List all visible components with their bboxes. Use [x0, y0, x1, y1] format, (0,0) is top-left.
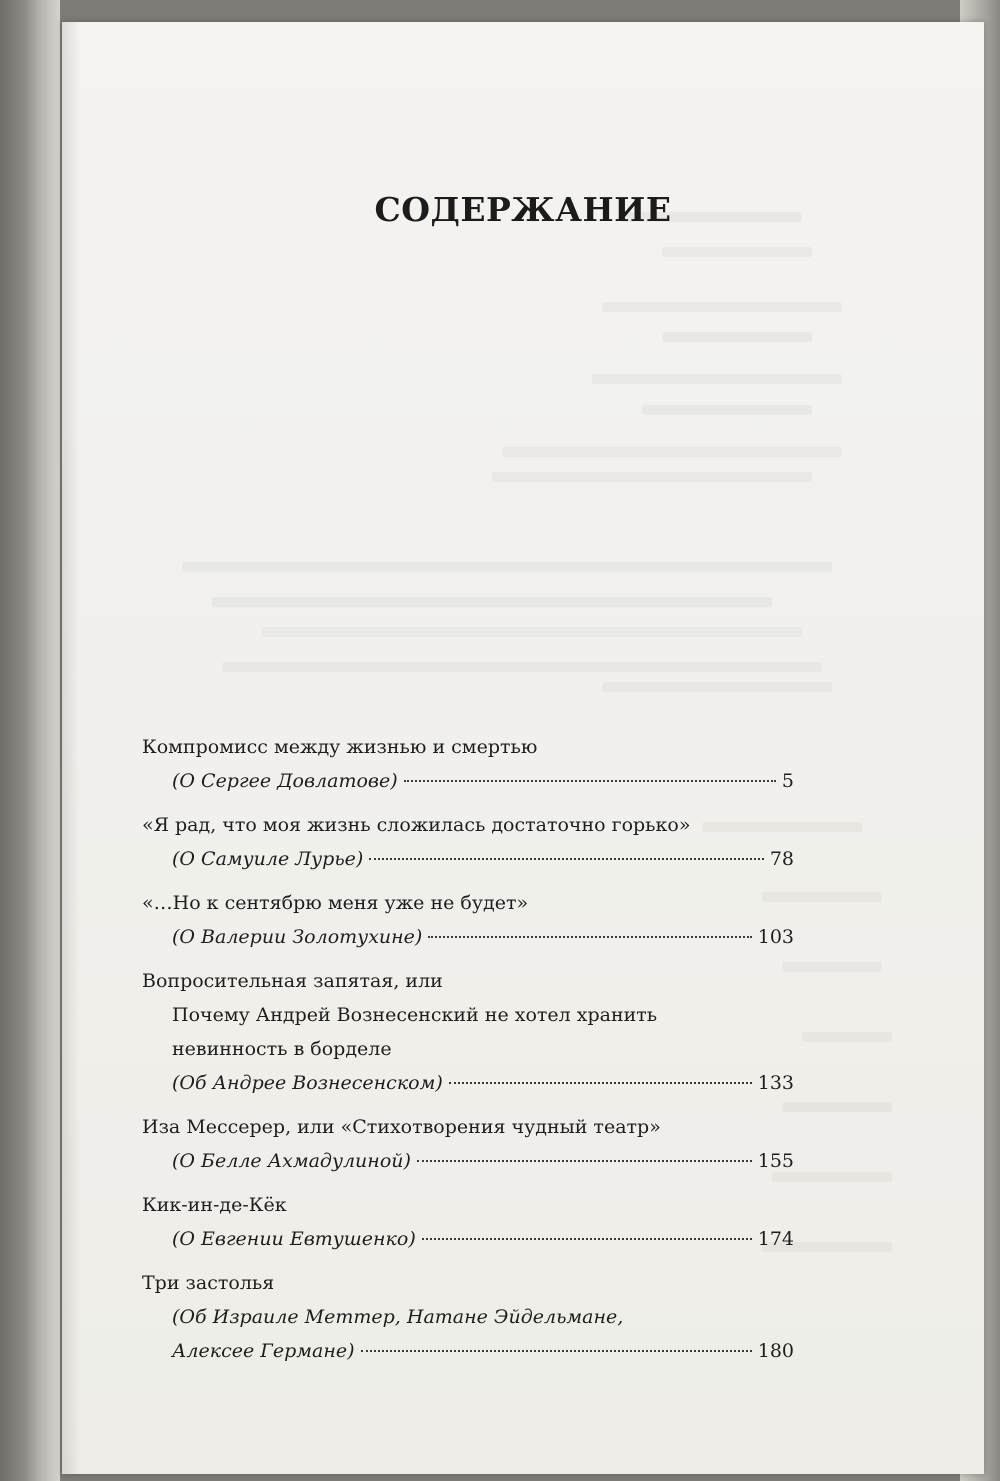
toc-entry-subject: (О Евгении Евтушенко)	[172, 1228, 416, 1250]
toc-entry	[142, 1110, 794, 1178]
toc-entry-title: Кик-ин-де-Кёк	[142, 1194, 287, 1216]
toc-page-number: 78	[769, 848, 794, 870]
dot-leader	[449, 1082, 752, 1084]
toc-entry-line	[142, 1222, 794, 1256]
toc-entry	[142, 1266, 794, 1368]
toc-entry	[142, 886, 794, 954]
toc-entry	[142, 808, 794, 876]
toc-entry-title: невинность в борделе	[172, 1038, 392, 1060]
toc-entry-line	[142, 920, 794, 954]
book-page	[62, 22, 984, 1474]
table-of-contents	[142, 730, 794, 1378]
toc-entry-subject: (О Сергее Довлатове)	[172, 770, 398, 792]
toc-entry-subject: (О Белле Ахмадулиной)	[172, 1150, 411, 1172]
toc-entry-line	[142, 1334, 794, 1368]
toc-entry	[142, 1188, 794, 1256]
dot-leader	[428, 936, 751, 938]
toc-entry-line	[142, 842, 794, 876]
toc-entry	[142, 964, 794, 1100]
dot-leader	[404, 780, 776, 782]
dot-leader	[361, 1350, 752, 1352]
toc-entry-line	[142, 1066, 794, 1100]
toc-page-number: 133	[757, 1072, 794, 1094]
toc-entry-subject: (Об Израиле Меттер, Натане Эйдельмане,	[172, 1306, 624, 1328]
toc-entry-subject: (Об Андрее Вознесенском)	[172, 1072, 443, 1094]
toc-entry-title: Вопросительная запятая, или	[142, 970, 443, 992]
dot-leader	[422, 1238, 752, 1240]
toc-entry-subject: (О Самуиле Лурье)	[172, 848, 364, 870]
toc-entry-line	[142, 1144, 794, 1178]
book-cover-left-edge	[0, 0, 60, 1481]
toc-entry-title: Компромисс между жизнью и смертью	[142, 736, 538, 758]
toc-entry	[142, 730, 794, 798]
toc-page-number: 103	[757, 926, 794, 948]
toc-page-number: 180	[757, 1340, 794, 1362]
dot-leader	[369, 858, 763, 860]
page-title: СОДЕРЖАНИЕ	[374, 190, 672, 229]
toc-entry-title: «…Но к сентябрю меня уже не будет»	[142, 892, 529, 914]
dot-leader	[417, 1160, 752, 1162]
toc-page-number: 174	[757, 1228, 794, 1250]
toc-entry-subject: Алексее Германе)	[172, 1340, 355, 1362]
toc-entry-title: Иза Мессерер, или «Стихотворения чудный театр»	[142, 1116, 661, 1138]
toc-entry-title: «Я рад, что моя жизнь сложилась достаточно горько»	[142, 814, 691, 836]
page-gutter-shadow	[62, 22, 80, 1474]
toc-entry-title: Почему Андрей Вознесенский не хотел хранить	[172, 1004, 658, 1026]
toc-page-number: 5	[781, 770, 794, 792]
toc-entry-line	[142, 764, 794, 798]
toc-page-number: 155	[757, 1150, 794, 1172]
toc-entry-subject: (О Валерии Золотухине)	[172, 926, 423, 948]
toc-entry-title: Три застолья	[142, 1272, 275, 1294]
